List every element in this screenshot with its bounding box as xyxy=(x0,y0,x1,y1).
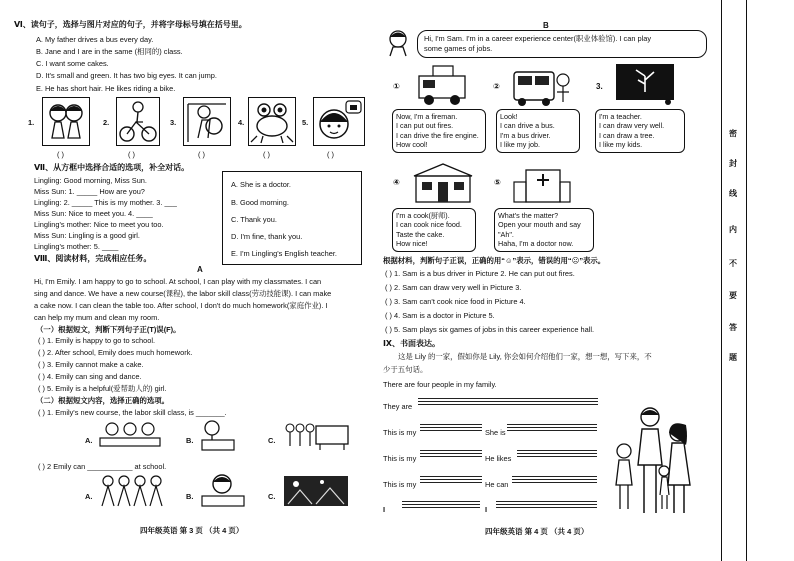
bubble-1-line-4: How cool! xyxy=(396,140,428,150)
job-pic-num-2: ② xyxy=(493,82,500,91)
writing-line-4b[interactable] xyxy=(512,476,597,485)
judge-item-5: ( ) 5. Sam plays six games of jobs in this career experience hall. xyxy=(385,325,595,334)
job-pic-num-3: 3. xyxy=(596,82,603,91)
dark-night-scene-icon xyxy=(282,474,350,508)
picture-bus-driver xyxy=(183,97,231,146)
passage-a-line-4: can help my mum and clean my room. xyxy=(34,313,160,322)
seal-char-3: 线 xyxy=(729,189,737,198)
dialog-line-5: Lingling's mother: Nice to meet you too. xyxy=(34,220,164,229)
q2-option-c: C. xyxy=(268,492,276,501)
bubble-5-line-1: What's the matter? xyxy=(498,211,559,220)
dialog-line-1: Lingling: Good morning, Miss Sun. xyxy=(34,176,147,185)
tf-item-2: ( ) 2. After school, Emily does much homework. xyxy=(38,348,193,357)
picture-two-girls xyxy=(42,97,90,146)
option-a: A. My father drives a bus every day. xyxy=(36,35,154,44)
answer-mark-5[interactable]: ( ) xyxy=(327,150,334,159)
writing-line-1[interactable] xyxy=(418,398,598,407)
option-d: D. It's small and green. It has two big eyes. It can jump. xyxy=(36,71,217,80)
bubble-4-line-2: I can cook nice food. xyxy=(396,220,462,230)
dialog-line-3: Lingling: 2. _____ This is my mother. 3. ___ xyxy=(34,198,177,207)
bubble-5-line-3: "Ah". xyxy=(498,229,514,239)
dialog-line-6: Miss Sun: Lingling is a good girl. xyxy=(34,231,140,240)
seal-char-5: 不 xyxy=(729,259,737,268)
judge-item-2: ( ) 2. Sam can draw very well in Picture 3. xyxy=(385,283,522,292)
bubble-4-line-4: How nice! xyxy=(396,239,428,249)
choice-b: B. Good morning. xyxy=(231,198,289,207)
girls-icon xyxy=(43,98,89,145)
bus-driver-icon xyxy=(184,98,230,145)
choice-a: A. She is a doctor. xyxy=(231,180,291,189)
option-b: B. Jane and I are in the same (相同的) class. xyxy=(36,47,183,56)
answer-mark-1[interactable]: ( ) xyxy=(57,150,64,159)
q1-option-a: A. xyxy=(85,436,93,445)
tf-item-1: ( ) 1. Emily is happy to go to school. xyxy=(38,336,156,345)
seal-char-4: 内 xyxy=(729,225,737,234)
seal-char-8: 题 xyxy=(729,353,737,362)
job-pic-num-4: ④ xyxy=(393,178,400,187)
answer-mark-3[interactable]: ( ) xyxy=(198,150,205,159)
pic-num-5: 5. xyxy=(302,118,309,127)
page-4-footer: 四年级英语 第 4 页 （共 4 页） xyxy=(485,527,589,536)
section-8-title: Ⅷ、阅读材料，完成相应任务。 xyxy=(34,254,152,263)
intro-bubble xyxy=(417,30,707,58)
choice-e: E. I'm Lingling's English teacher. xyxy=(231,249,337,258)
writing-prompt-line-2: 少于五句话。 xyxy=(383,365,428,374)
judge-item-4: ( ) 4. Sam is a doctor in Picture 5. xyxy=(385,311,495,320)
intro-line-1: Hi, I'm Sam. I'm in a career experience center(职业体验馆). I can play xyxy=(424,34,652,43)
kid-homework-icon xyxy=(198,472,248,508)
passage-a-line-1: Hi, I'm Emily. I am happy to go to school. At school, I can play with my classmates. I can xyxy=(34,277,322,286)
q2-option-a: A. xyxy=(85,492,93,501)
writing-line-5a[interactable] xyxy=(402,501,480,510)
bubble-2-line-4: I like my job. xyxy=(500,140,540,150)
part-1-title: （一）根据短文，判断下列句子正(T)误(F)。 xyxy=(36,325,181,334)
seal-char-2: 封 xyxy=(729,159,737,168)
bubble-4-line-3: Taste the cake. xyxy=(396,229,445,239)
dialog-line-2: Miss Sun: 1. _____ How are you? xyxy=(34,187,145,196)
answer-mark-2[interactable]: ( ) xyxy=(128,150,135,159)
seal-line-right xyxy=(746,0,747,561)
frog-icon xyxy=(249,98,295,145)
section-7-title: Ⅶ、从方框中选择合适的选项，补全对话。 xyxy=(34,163,190,172)
tf-item-3: ( ) 3. Emily cannot make a cake. xyxy=(38,360,144,369)
kids-group-icon xyxy=(96,472,166,508)
writing-label-this-is-my-3: This is my xyxy=(383,480,417,489)
writing-line-2b[interactable] xyxy=(507,424,597,433)
tf-item-4: ( ) 4. Emily can sing and dance. xyxy=(38,372,142,381)
bubble-3-line-2: I can draw very well. xyxy=(599,121,665,131)
writing-label-i-2: I xyxy=(485,505,488,514)
picture-frog xyxy=(248,97,296,146)
passage-a-line-2: sing and dance. We have a new course(课程), the labor skill class(劳动技能课). I can make xyxy=(34,289,332,298)
sam-avatar-icon xyxy=(384,28,412,58)
bubble-3-line-3: I can draw a tree. xyxy=(599,130,655,140)
writing-line-4a[interactable] xyxy=(420,476,482,485)
job-pic-num-5: ⑤ xyxy=(494,178,501,187)
family-illustration-icon xyxy=(604,405,700,517)
seal-char-1: 密 xyxy=(729,129,737,138)
bubble-2-line-3: I'm a bus driver. xyxy=(500,130,551,140)
section-9-title: Ⅸ、书面表达。 xyxy=(383,339,440,348)
hospital-icon xyxy=(512,160,572,206)
bubble-5-line-4: Haha, I'm a doctor now. xyxy=(498,239,574,249)
bubble-doctor xyxy=(494,208,594,252)
part-2-title: （二）根据短文内容，选择正确的选项。 xyxy=(36,396,170,405)
writing-label-she-is: She is xyxy=(485,428,506,437)
intro-line-2: some games of jobs. xyxy=(424,44,493,53)
bubble-2-line-1: Look! xyxy=(500,112,518,121)
bubble-cook xyxy=(392,208,476,252)
answer-mark-4[interactable]: ( ) xyxy=(263,150,270,159)
tf-item-5: ( ) 5. Emily is a helpful(爱帮助人的) girl. xyxy=(38,384,167,393)
judge-title: 根据材料，判断句子正误，正确的用“☺”表示，错误的用“☹”表示。 xyxy=(383,256,606,265)
dialog-line-7: Lingling's mother: 5. ____ xyxy=(34,242,119,251)
bubble-2-line-2: I can drive a bus. xyxy=(500,121,555,131)
pic-num-1: 1. xyxy=(28,118,35,127)
section-6-title: Ⅵ、读句子，选择与图片对应的句子，并将字母标号填在括号里。 xyxy=(14,20,247,29)
writing-label-they-are: They are xyxy=(383,402,413,411)
writing-starter: There are four people in my family. xyxy=(383,380,497,389)
passage-a-label: A xyxy=(197,265,203,274)
pic-num-4: 4. xyxy=(238,118,245,127)
writing-label-he-can: He can xyxy=(485,480,509,489)
passage-b-label: B xyxy=(543,21,549,30)
seal-char-6: 要 xyxy=(729,291,737,300)
writing-line-3a[interactable] xyxy=(420,450,482,459)
writing-label-i-1: I xyxy=(383,505,386,514)
writing-line-5b[interactable] xyxy=(496,501,597,510)
bubble-1-line-2: I can put out fires. xyxy=(396,121,454,131)
bubble-3-line-4: I like my kids. xyxy=(599,140,643,150)
pic-num-2: 2. xyxy=(103,118,110,127)
q1-option-b: B. xyxy=(186,436,194,445)
bubble-3-line-1: I'm a teacher. xyxy=(599,112,642,121)
seal-line-left xyxy=(721,0,722,561)
bus-icon xyxy=(510,66,572,108)
picture-bike-rider xyxy=(116,97,160,146)
choice-question-2: ( ) 2 Emily can ___________ at school. xyxy=(38,462,167,471)
bike-icon xyxy=(117,98,159,145)
kids-eating-icon xyxy=(96,420,164,450)
kid-studying-icon xyxy=(198,418,238,452)
choice-question-1: ( ) 1. Emily's new course, the labor skill class, is _______. xyxy=(38,408,227,417)
option-c: C. I want some cakes. xyxy=(36,59,109,68)
choices-box xyxy=(222,171,362,265)
passage-a-line-3: a cake now. I can clean the table too. After school, I don't do much homework(家庭作业). I xyxy=(34,301,328,310)
writing-label-he-likes: He likes xyxy=(485,454,512,463)
bubble-4-line-1: I'm a cook(厨师). xyxy=(396,211,450,220)
choice-c: C. Thank you. xyxy=(231,215,277,224)
writing-label-this-is-my-1: This is my xyxy=(383,428,417,437)
dialog-line-4: Miss Sun: Nice to meet you. 4. ____ xyxy=(34,209,153,218)
blackboard-icon xyxy=(610,62,680,106)
writing-label-this-is-my-2: This is my xyxy=(383,454,417,463)
option-e: E. He has short hair. He likes riding a bike. xyxy=(36,84,176,93)
bubble-bus-driver xyxy=(496,109,580,153)
bubble-1-line-3: I can drive the fire engine. xyxy=(396,130,479,140)
picture-girl-cake xyxy=(313,97,365,146)
girl-cake-icon xyxy=(314,98,364,145)
bubble-5-line-2: Open your mouth and say xyxy=(498,220,581,230)
bubble-teacher xyxy=(595,109,685,153)
page-3-footer: 四年级英语 第 3 页 （共 4 页） xyxy=(140,526,244,535)
judge-item-3: ( ) 3. Sam can't cook nice food in Picture 4. xyxy=(385,297,526,306)
choice-d: D. I'm fine, thank you. xyxy=(231,232,303,241)
pic-num-3: 3. xyxy=(170,118,177,127)
fire-engine-icon xyxy=(413,62,473,107)
writing-line-3b[interactable] xyxy=(517,450,597,459)
bubble-fireman xyxy=(392,109,486,153)
q1-option-c: C. xyxy=(268,436,276,445)
restaurant-icon xyxy=(410,160,476,206)
q2-option-b: B. xyxy=(186,492,194,501)
kids-piano-icon xyxy=(282,416,352,452)
bubble-1-line-1: Now, I'm a fireman. xyxy=(396,112,458,121)
writing-prompt-line-1: 这是 Lily 的一家，假如你是 Lily, 你会如何介绍他们一家，想一想，写下来，不 xyxy=(398,352,652,361)
judge-item-1: ( ) 1. Sam is a bus driver in Picture 2. He can put out fires. xyxy=(385,269,575,278)
job-pic-num-1: ① xyxy=(393,82,400,91)
writing-line-2a[interactable] xyxy=(420,424,482,433)
seal-char-7: 答 xyxy=(729,323,737,332)
